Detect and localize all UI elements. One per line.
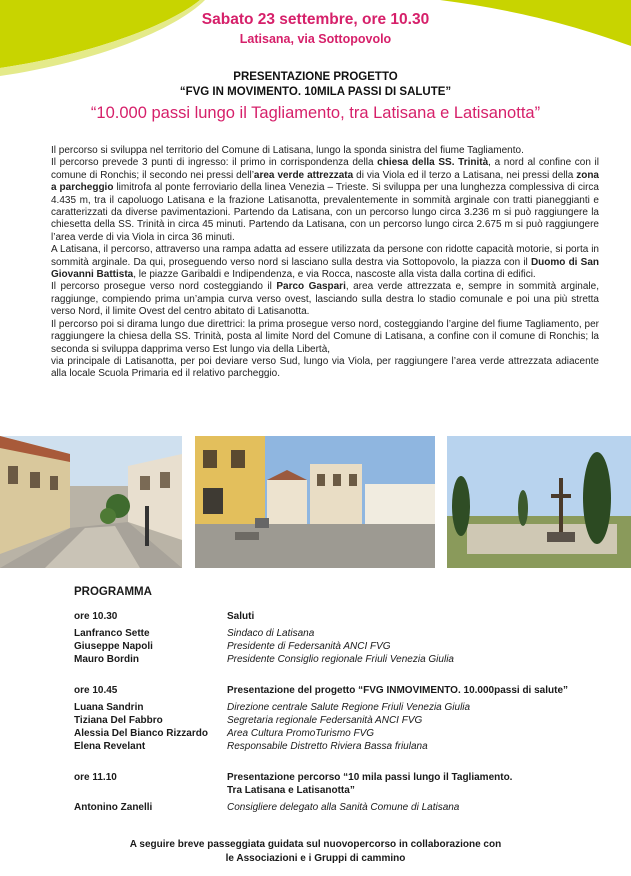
paragraph: [51, 244, 599, 281]
program-row: [74, 771, 614, 784]
program-event: Saluti: [227, 611, 255, 622]
text: via principale di Latisanotta, per poi deviare verso Sud, lungo via Viola, per raggiungere l’area verde attrezzata adiacente alla locale Scuola Primaria ed il relativo parcheggio.: [51, 355, 599, 380]
paragraph: [51, 145, 599, 157]
footer-line-2: le Associazioni e i Gruppi di cammino: [225, 853, 406, 864]
speaker-name: Luana Sandrin: [74, 702, 144, 713]
speaker-role: Responsabile Distretto Riviera Bassa friulana: [227, 741, 428, 752]
paragraph: [51, 281, 599, 318]
paragraph: [51, 319, 599, 356]
text: , le piazze Garibaldi e Indipendenza, e via Rocca, nascoste alla vista dalla cortina di edifici.: [133, 269, 536, 281]
program-row: [74, 627, 614, 640]
route-description: [51, 145, 599, 381]
speaker-name: Mauro Bordin: [74, 654, 139, 665]
program-event: Presentazione percorso “10 mila passi lungo il Tagliamento.: [227, 772, 513, 783]
text-bold: chiesa della SS. Trinità: [377, 157, 489, 169]
speaker-name: Lanfranco Sette: [74, 628, 150, 639]
footer-line-1: A seguire breve passeggiata guidata sul nuovopercorso in collaborazione con: [129, 839, 502, 850]
program-row: [74, 784, 614, 797]
title-kicker-2: “FVG IN MOVIMENTO. 10MILA PASSI DI SALUTE”: [179, 86, 452, 98]
photo-square: [195, 436, 435, 568]
text-bold: zona a parcheggio: [51, 169, 599, 194]
main-title: “10.000 passi lungo il Tagliamento, tra Latisana e Latisanotta”: [90, 104, 541, 122]
program-row: [74, 610, 614, 623]
text-bold: Parco Gaspari: [276, 281, 346, 293]
photo-park: [447, 436, 631, 568]
speaker-role: Presidente di Federsanità ANCI FVG: [227, 641, 391, 652]
program-row: [74, 714, 614, 727]
text: , area verde attrezzata e, sempre in sommità arginale, raggiunge, compiendo prima un’ampia curva verso ovest, lasciando sulla destra lo stadio comunale e poi una più stretta verso Nord, il limite Ovest del centro abitato di Latisanotta.: [51, 281, 599, 318]
program-time: ore 10.30: [74, 611, 118, 622]
program-row: [74, 653, 614, 666]
program-row: [74, 684, 614, 697]
speaker-name: Giuseppe Napoli: [74, 641, 153, 652]
program-block-1: [74, 610, 614, 666]
speaker-name: Antonino Zanelli: [74, 802, 153, 813]
program-block-3: [74, 771, 614, 814]
program-row: [74, 640, 614, 653]
footer-note: [0, 838, 631, 866]
text: limitrofa al ponte ferroviario della linea Venezia – Trieste. Si sviluppa per una lunghezza complessiva di circa 4.435 m, tra il capoluogo Latisana e la frazione Latisanotta, prevalentemente in sommità arginale con tratti pianeggianti e caratterizzati da diverse pavimentazioni. Partendo da Latisana, con un percorso lungo circa 3.236 m si può raggiungere la chiesetta della SS. Trinità in circa 45 minuti. Partendo da Latisana, con un percorso lungo circa 2.675 m si può raggiungere l’area verde di via Viola in circa 36 minuti.: [51, 182, 599, 243]
event-location: Latisana, via Sottopovolo: [239, 32, 392, 46]
program-event-line-2: Tra Latisana e Latisanotta”: [227, 785, 355, 796]
program-row: [74, 740, 614, 753]
speaker-role: Consigliere delegato alla Sanità Comune di Latisana: [227, 802, 460, 813]
program-time: ore 10.45: [74, 685, 118, 696]
text: Il percorso si sviluppa nel territorio del Comune di Latisana, lungo la sponda sinistra del fiume Tagliamento.: [51, 145, 524, 156]
photo-street: [0, 436, 182, 568]
program-section: [74, 584, 614, 832]
text: A Latisana, il percorso, attraverso una rampa adatta ad essere utilizzata da persone con ridotte capacità motorie, si porta in sommità arginale. Da qui, proseguendo verso nord si lasciano sulla destra via Sottopovolo, la piazza con il: [51, 244, 599, 268]
speaker-role: Direzione centrale Salute Regione Friuli Venezia Giulia: [227, 702, 471, 713]
spacer: [74, 784, 227, 797]
program-row: [74, 727, 614, 740]
photo-strip: [0, 436, 631, 568]
speaker-name: Tiziana Del Fabbro: [74, 715, 163, 726]
title-kicker-1: PRESENTAZIONE PROGETTO: [233, 71, 398, 83]
speaker-name: Alessia Del Bianco Rizzardo: [74, 728, 208, 739]
program-event: Presentazione del progetto “FVG INMOVIMENTO. 10.000passi di salute”: [227, 685, 569, 696]
event-header: [0, 10, 631, 48]
speaker-role: Presidente Consiglio regionale Friuli Venezia Giulia: [227, 654, 454, 665]
text: Il percorso prevede 3 punti di ingresso: il primo in corrispondenza della: [51, 157, 378, 169]
text: di via Viola ed il terzo a Latisana, nei pressi della: [353, 169, 577, 181]
text: , a nord al confine con il comune di Ronchis; il secondo nei pressi dell’: [51, 157, 599, 181]
text: Il percorso poi si dirama lungo due direttrici: la prima prosegue verso nord, costeggiando l’argine del fiume Tagliamento, per raggiungere la chiesa della SS. Trinità, posta al limite Nord del Comune di Latisana, a confine con il comune di Ronchis; la seconda si sviluppa dapprima verso Est lungo via della Libertà,: [51, 318, 599, 355]
event-date-time: Sabato 23 settembre, ore 10.30: [201, 11, 430, 28]
program-row: [74, 801, 614, 814]
program-block-2: [74, 684, 614, 753]
speaker-role: Area Cultura PromoTurismo FVG: [227, 728, 375, 739]
speaker-role: Segretaria regionale Federsanità ANCI FVG: [227, 715, 423, 726]
paragraph: [51, 356, 599, 381]
program-heading: PROGRAMMA: [74, 586, 152, 598]
text-bold: area verde attrezzata: [253, 169, 354, 181]
project-title-block: [0, 70, 631, 124]
program-row: [74, 701, 614, 714]
text: Il percorso prosegue verso nord costeggiando il: [51, 281, 277, 293]
text-bold: Duomo di San Giovanni Battista: [51, 256, 599, 281]
speaker-name: Elena Revelant: [74, 741, 146, 752]
paragraph: [51, 157, 599, 244]
speaker-role: Sindaco di Latisana: [227, 628, 315, 639]
program-time: ore 11.10: [74, 772, 117, 783]
